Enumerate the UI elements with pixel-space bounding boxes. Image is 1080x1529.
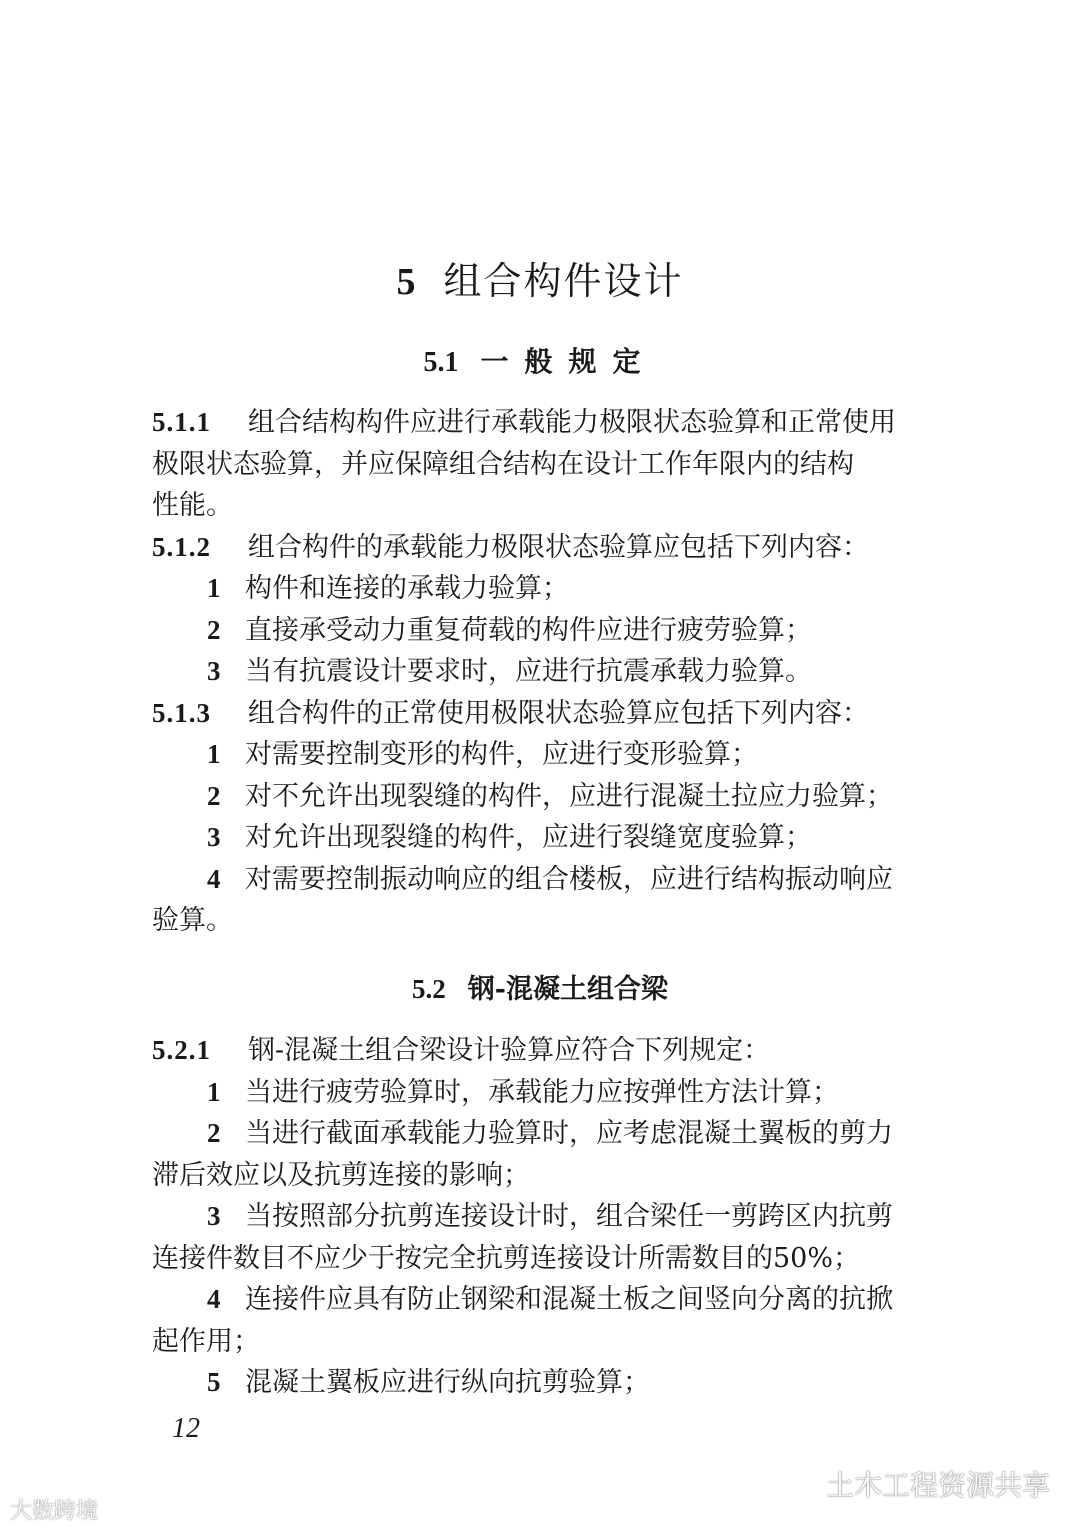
body-text	[152, 402, 942, 942]
list-item	[152, 1196, 942, 1238]
item-number: 4	[207, 1284, 221, 1314]
item-number: 3	[207, 1201, 221, 1231]
list-item	[152, 1362, 942, 1404]
item-text: 当进行截面承载能力验算时，应考虑混凝土翼板的剪力	[245, 1118, 893, 1149]
watermark-right	[784, 1464, 1050, 1504]
item-number: 4	[207, 863, 221, 894]
clause-number: 5.1.1	[152, 407, 211, 437]
clause-5-1-3	[152, 693, 942, 735]
item-text: 对不允许出现裂缝的构件，应进行混凝土拉应力验算；	[245, 780, 893, 812]
watermark-left: 大数跨境	[10, 1499, 99, 1524]
clause-line: 极限状态验算，并应保障组合结构在设计工作年限内的结构	[152, 448, 854, 480]
watermark-right-text: 土木工程资源共享	[825, 1469, 1050, 1502]
list-item	[152, 776, 942, 818]
item-continuation: 连接件数目不应少于按完全抗剪连接设计所需数目的50%；	[152, 1242, 861, 1274]
item-number: 3	[207, 822, 221, 852]
list-item	[152, 859, 942, 901]
item-number: 2	[207, 614, 221, 645]
clause-text: 组合构件的正常使用极限状态验算应包括下列内容：	[248, 697, 869, 729]
item-number: 2	[207, 1118, 221, 1148]
list-item	[152, 610, 942, 652]
list-item	[152, 734, 942, 776]
body-text-5-2	[152, 1030, 942, 1404]
item-text: 连接件应具有防止钢梁和混凝土板之间竖向分离的抗掀	[245, 1284, 893, 1315]
list-item	[152, 1072, 942, 1114]
clause-line: 性能。	[152, 490, 233, 521]
clause-5-2-1	[152, 1030, 942, 1072]
list-item	[152, 568, 942, 610]
section-number: 5.1	[423, 347, 459, 378]
section-title-5-1	[0, 340, 1080, 380]
page-number: 12	[172, 1413, 200, 1444]
item-text: 对需要控制振动响应的组合楼板，应进行结构振动响应	[245, 863, 893, 895]
item-text: 当按照部分抗剪连接设计时，组合梁任一剪跨区内抗剪	[245, 1201, 893, 1232]
clause-number: 5.1.3	[152, 697, 211, 728]
item-text: 当有抗震设计要求时，应进行抗震承载力验算。	[245, 656, 812, 687]
item-continuation: 起作用；	[152, 1325, 260, 1357]
list-item	[152, 1113, 942, 1155]
item-number: 1	[207, 739, 221, 769]
chapter-title-text: 组合构件设计	[443, 259, 684, 303]
chapter-title	[0, 250, 1080, 305]
item-number: 1	[207, 1076, 221, 1107]
section-title-5-2	[0, 967, 1080, 1006]
item-text: 当进行疲劳验算时，承载能力应按弹性方法计算；	[245, 1076, 839, 1108]
clause-number: 5.1.2	[152, 531, 211, 562]
item-text: 对允许出现裂缝的构件，应进行裂缝宽度验算；	[245, 822, 812, 853]
item-continuation: 滞后效应以及抗剪连接的影响；	[152, 1159, 530, 1191]
item-continuation: 验算。	[152, 905, 233, 936]
clause-text: 钢-混凝土组合梁设计验算应符合下列规定：	[248, 1035, 771, 1066]
item-number: 3	[207, 656, 221, 686]
item-number: 1	[207, 573, 221, 603]
wechat-icon	[784, 1473, 818, 1501]
chapter-number: 5	[396, 261, 418, 303]
item-text: 对需要控制变形的构件，应进行变形验算；	[245, 739, 758, 770]
list-item	[152, 651, 942, 693]
section-title-text: 一般规定	[480, 345, 657, 378]
clause-text: 组合结构构件应进行承载能力极限状态验算和正常使用	[248, 407, 896, 438]
section-number: 5.2	[412, 974, 446, 1004]
clause-text: 组合构件的承载能力极限状态验算应包括下列内容：	[248, 531, 869, 563]
item-text: 混凝土翼板应进行纵向抗剪验算；	[245, 1367, 650, 1398]
list-item	[152, 817, 942, 859]
clause-5-1-2	[152, 527, 942, 569]
clause-5-1-1	[152, 402, 942, 444]
item-text: 直接承受动力重复荷载的构件应进行疲劳验算；	[245, 614, 812, 646]
item-number: 5	[207, 1367, 221, 1397]
clause-number: 5.2.1	[152, 1035, 211, 1065]
item-text: 构件和连接的承载力验算；	[245, 573, 569, 604]
section-title-text: 钢-混凝土组合梁	[467, 974, 668, 1005]
item-number: 2	[207, 780, 221, 811]
list-item	[152, 1279, 942, 1321]
